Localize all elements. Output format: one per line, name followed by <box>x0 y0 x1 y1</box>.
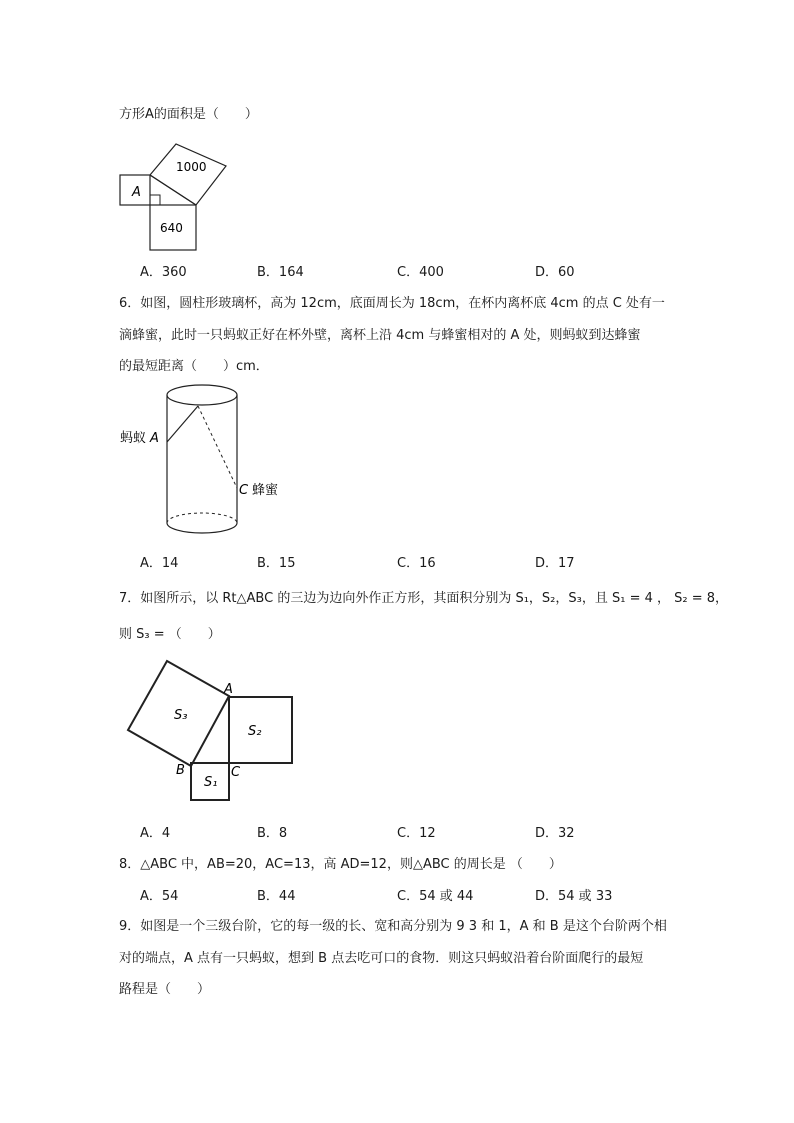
q5-figure <box>118 142 230 252</box>
label-s2: S₂ <box>248 724 262 739</box>
q6-line1: 6．如图，圆柱形玻璃杯，高为 12cm，底面周长为 18cm，在杯内离杯底 4cm 的点 C 处有一 <box>119 296 665 311</box>
vertex-a-label: A <box>224 682 233 697</box>
label-a: A <box>132 185 141 200</box>
label-s1: S₁ <box>204 775 218 790</box>
vertex-b-label: B <box>176 763 185 778</box>
q7-line2: 则 S₃ = （ ） <box>119 627 221 642</box>
vertex-c-label: C <box>231 765 241 780</box>
q8-option-b[interactable]: B．44 <box>257 889 296 904</box>
label-s3: S₃ <box>174 708 188 723</box>
q6-option-b[interactable]: B．15 <box>257 556 296 571</box>
q5-option-d[interactable]: D．60 <box>535 265 575 280</box>
honey-label: 蜂蜜 <box>252 483 279 498</box>
ant-path-dashed <box>198 406 237 488</box>
q9-line2: 对的端点，A 点有一只蚂蚁，想到 B 点去吃可口的食物．则这只蚂蚁沿着台阶面爬行的最短 <box>119 951 644 966</box>
ant-point-label: A <box>150 431 159 446</box>
q5-text: 方形A的面积是（ ） <box>119 107 258 122</box>
q6-option-c[interactable]: C．16 <box>397 556 436 571</box>
q5-option-a[interactable]: A．360 <box>140 265 187 280</box>
label-1000: 1000 <box>176 160 207 174</box>
square-1000 <box>150 144 226 205</box>
right-angle-marker <box>150 195 160 205</box>
q9-line1: 9．如图是一个三级台阶，它的每一级的长、宽和高分别为 9 3 和 1，A 和 B 是这个台阶两个相 <box>119 919 667 934</box>
q7-figure <box>118 652 308 807</box>
q7-option-b[interactable]: B．8 <box>257 826 288 841</box>
cylinder-top <box>167 385 237 405</box>
q7-line1: 7．如图所示，以 Rt△ABC 的三边为边向外作正方形，其面积分别为 S₁，S₂，S₃，且 S₁ = 4 ， S₂ = 8， <box>119 591 729 606</box>
label-640: 640 <box>160 221 183 235</box>
q5-option-c[interactable]: C．400 <box>397 265 444 280</box>
q7-option-a[interactable]: A．4 <box>140 826 171 841</box>
q5-option-b[interactable]: B．164 <box>257 265 304 280</box>
q7-option-d[interactable]: D．32 <box>535 826 575 841</box>
q8-option-a[interactable]: A．54 <box>140 889 179 904</box>
q6-cylinder-figure <box>118 380 288 540</box>
cylinder-bottom-back <box>167 513 237 523</box>
ant-path-solid <box>167 406 198 442</box>
q6-line2: 滴蜂蜜，此时一只蚂蚁正好在杯外壁，离杯上沿 4cm 与蜂蜜相对的 A 处，则蚂蚁到达蜂蜜 <box>119 328 641 343</box>
q6-option-d[interactable]: D．17 <box>535 556 575 571</box>
q7-option-c[interactable]: C．12 <box>397 826 436 841</box>
q8-line1: 8．△ABC 中，AB=20，AC=13，高 AD=12，则△ABC 的周长是 （ ） <box>119 857 562 872</box>
q6-option-a[interactable]: A．14 <box>140 556 179 571</box>
q8-option-c[interactable]: C．54 或 44 <box>397 889 474 904</box>
q6-line3: 的最短距离（ ）cm． <box>119 359 269 374</box>
cylinder-bottom-front <box>167 523 237 533</box>
ant-label: 蚂蚁 <box>120 431 147 446</box>
q8-option-d[interactable]: D．54 或 33 <box>535 889 613 904</box>
honey-point-label: C <box>239 483 249 498</box>
q9-line3: 路程是（ ） <box>119 982 211 997</box>
